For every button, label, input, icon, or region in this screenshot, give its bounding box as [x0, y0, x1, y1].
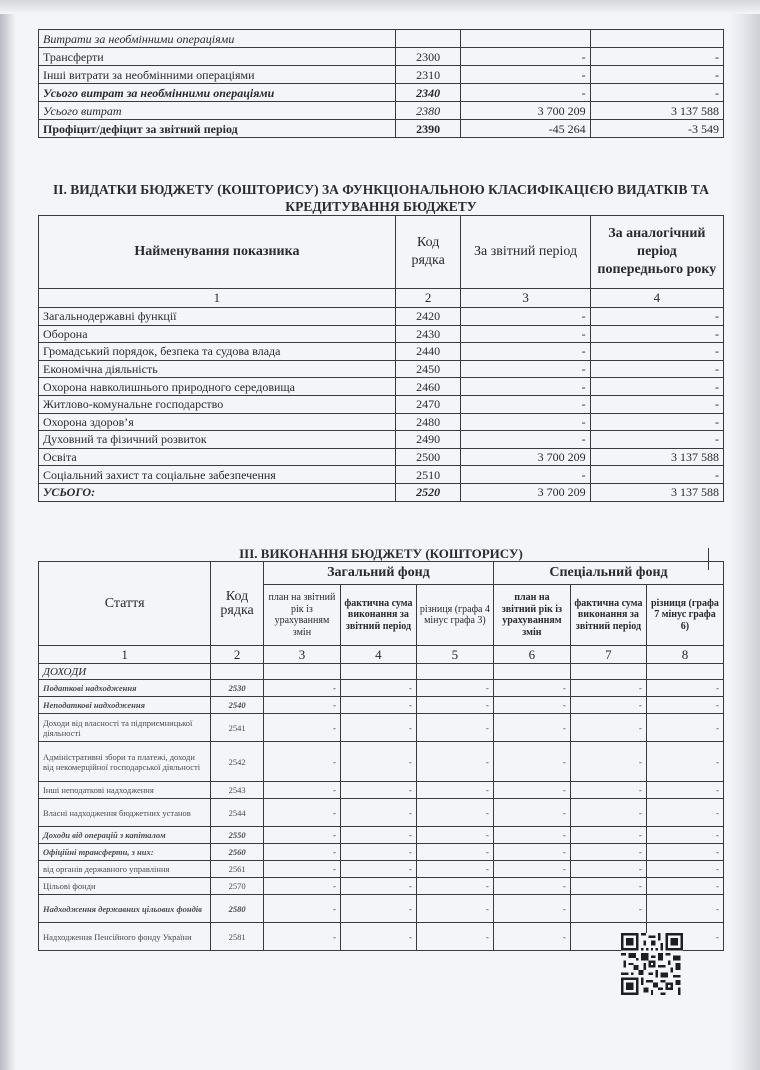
row-value: -	[340, 782, 416, 799]
row-name: Податкові надходження	[39, 680, 211, 697]
row-name: від органів державного управління	[39, 861, 211, 878]
row-name: Економічна діяльність	[39, 360, 396, 378]
scan-edge-top	[0, 0, 760, 14]
table-row	[39, 431, 724, 449]
row-code: 2500	[395, 448, 461, 466]
row-code: 2560	[211, 844, 264, 861]
row-name: Неподаткові надходження	[39, 697, 211, 714]
row-value: -	[646, 697, 723, 714]
row-current: -	[461, 325, 590, 343]
row-value: -	[340, 878, 416, 895]
table-row	[39, 66, 724, 84]
row-value: -	[646, 895, 723, 923]
row-code: 2430	[395, 325, 461, 343]
row-name: Загальнодержавні функції	[39, 308, 396, 326]
row-value: -	[416, 844, 493, 861]
row-value: -	[416, 895, 493, 923]
row-value: -	[646, 799, 723, 827]
row-value: -	[416, 680, 493, 697]
row-value: -	[340, 844, 416, 861]
row-value: -	[493, 697, 570, 714]
row-value: -	[493, 827, 570, 844]
row-value: -	[646, 742, 723, 782]
row-value: -	[646, 827, 723, 844]
table-row	[39, 84, 724, 102]
index-cell: 7	[570, 646, 646, 664]
row-name: Трансферти	[39, 48, 396, 66]
section-label: ДОХОДИ	[39, 664, 211, 680]
row-value: -	[646, 923, 723, 951]
row-previous: 3 137 588	[590, 448, 723, 466]
row-code: 2300	[395, 48, 461, 66]
index-cell: 2	[211, 646, 264, 664]
table-row	[39, 325, 724, 343]
row-name: Адміністративні збори та платежі, доходи від некомерційної господарської діяльності	[39, 742, 211, 782]
row-previous: -	[590, 308, 723, 326]
row-value: -	[340, 923, 416, 951]
row-previous: -	[590, 378, 723, 396]
index-cell: 4	[590, 289, 723, 308]
row-code: 2550	[211, 827, 264, 844]
table-row	[39, 697, 724, 714]
row-name: Житлово-комунальне господарство	[39, 395, 396, 413]
row-code: 2542	[211, 742, 264, 782]
row-code: 2510	[395, 466, 461, 484]
total-row	[39, 483, 724, 501]
row-code: 2470	[395, 395, 461, 413]
row-value: -	[493, 844, 570, 861]
section2-title-line1: ІІ. ВИДАТКИ БЮДЖЕТУ (КОШТОРИСУ) ЗА ФУНКЦІОНАЛЬНОЮ КЛАСИФІКАЦІЄЮ ВИДАТКІВ ТА	[52, 182, 709, 197]
row-value: -	[493, 923, 570, 951]
row-code: 2540	[211, 697, 264, 714]
row-value: -	[570, 844, 646, 861]
row-previous: -	[590, 431, 723, 449]
table-row	[39, 30, 724, 48]
row-value: -	[416, 799, 493, 827]
section3-title: ІІІ. ВИКОНАННЯ БЮДЖЕТУ (КОШТОРИСУ)	[239, 546, 523, 561]
scan-edge-right	[730, 0, 760, 1070]
row-value: -	[570, 861, 646, 878]
section2-title-line2: КРЕДИТУВАННЯ БЮДЖЕТУ	[285, 199, 477, 214]
section2-title	[38, 181, 724, 215]
row-value: -	[416, 742, 493, 782]
row-value: -	[570, 827, 646, 844]
row-value: -	[340, 680, 416, 697]
row-current: -	[461, 360, 590, 378]
row-previous: -	[590, 66, 723, 84]
index-cell: 3	[263, 646, 340, 664]
row-name: Інші неподаткові надходження	[39, 782, 211, 799]
row-value: -	[340, 714, 416, 742]
row-name: Духовний та фізичний розвиток	[39, 431, 396, 449]
header-previous: За аналогічний період попереднього року	[590, 216, 723, 289]
table-row	[39, 782, 724, 799]
row-value: -	[570, 697, 646, 714]
row-code: 2541	[211, 714, 264, 742]
row-code: 2561	[211, 861, 264, 878]
table-row	[39, 466, 724, 484]
row-current: 3 700 209	[461, 448, 590, 466]
table-row	[39, 742, 724, 782]
row-current: -	[461, 431, 590, 449]
row-name: Соціальний захист та соціальне забезпечення	[39, 466, 396, 484]
row-value: -	[646, 844, 723, 861]
row-previous: -3 549	[590, 120, 723, 138]
table-row	[39, 799, 724, 827]
row-value: -	[646, 878, 723, 895]
row-code: 2340	[395, 84, 461, 102]
row-value: -	[416, 923, 493, 951]
table-row	[39, 360, 724, 378]
section-label-row	[39, 664, 724, 680]
header-diff-special: різниця (графа 7 мінус графа 6)	[646, 585, 723, 646]
row-name: Усього витрат за необмінними операціями	[39, 84, 396, 102]
section2-table	[38, 215, 724, 502]
row-value: -	[263, 844, 340, 861]
row-value: -	[340, 827, 416, 844]
row-value: -	[493, 680, 570, 697]
row-previous: -	[590, 466, 723, 484]
row-value: -	[570, 714, 646, 742]
row-name: Усього витрат	[39, 102, 396, 120]
row-name: Оборона	[39, 325, 396, 343]
row-value: -	[263, 742, 340, 782]
table-row	[39, 102, 724, 120]
row-code: 2530	[211, 680, 264, 697]
row-name: Освіта	[39, 448, 396, 466]
row-value: -	[416, 878, 493, 895]
row-code: 2580	[211, 895, 264, 923]
row-code: 2450	[395, 360, 461, 378]
row-value: -	[416, 782, 493, 799]
row-value: -	[493, 742, 570, 782]
row-value: -	[340, 799, 416, 827]
row-value: -	[646, 861, 723, 878]
row-code: 2440	[395, 343, 461, 361]
row-value: -	[570, 878, 646, 895]
header-name: Найменування показника	[39, 216, 396, 289]
row-name: Охорона здоров’я	[39, 413, 396, 431]
row-code: 2420	[395, 308, 461, 326]
table-row	[39, 878, 724, 895]
row-code: 2460	[395, 378, 461, 396]
row-value: -	[570, 799, 646, 827]
row-name: Офіційні трансферти, з них:	[39, 844, 211, 861]
row-code: 2543	[211, 782, 264, 799]
row-value: -	[493, 895, 570, 923]
row-previous: -	[590, 84, 723, 102]
row-value: -	[570, 680, 646, 697]
table-row	[39, 448, 724, 466]
row-value: -	[493, 782, 570, 799]
row-value: -	[263, 878, 340, 895]
row-previous: -	[590, 48, 723, 66]
row-code	[395, 30, 461, 48]
table-row	[39, 48, 724, 66]
row-name: Надходження Пенсійного фонду України	[39, 923, 211, 951]
row-value: -	[493, 878, 570, 895]
table-row	[39, 378, 724, 396]
row-code: 2480	[395, 413, 461, 431]
row-previous	[590, 30, 723, 48]
header-actual-special: фактична сума виконання за звітний період	[570, 585, 646, 646]
row-value: -	[493, 714, 570, 742]
row-previous: -	[590, 325, 723, 343]
index-cell: 6	[493, 646, 570, 664]
row-value: -	[493, 861, 570, 878]
row-value: -	[570, 742, 646, 782]
row-current: 3 700 209	[461, 102, 590, 120]
row-value: -	[416, 861, 493, 878]
table-row	[39, 120, 724, 138]
row-value: -	[263, 782, 340, 799]
section3-table	[38, 561, 724, 951]
header-plan-special: план на звітний рік із урахуванням змін	[493, 585, 570, 646]
row-name: Доходи від власності та підприємницької діяльності	[39, 714, 211, 742]
row-name: Інші витрати за необмінними операціями	[39, 66, 396, 84]
table-row	[39, 680, 724, 697]
total-code: 2520	[395, 483, 461, 501]
header-code: Код рядка	[395, 216, 461, 289]
row-value: -	[263, 923, 340, 951]
index-cell: 4	[340, 646, 416, 664]
table-row	[39, 844, 724, 861]
row-value: -	[263, 799, 340, 827]
row-value: -	[263, 680, 340, 697]
row-previous: 3 137 588	[590, 102, 723, 120]
index-row	[39, 646, 724, 664]
row-value: -	[416, 827, 493, 844]
row-name: Профіцит/дефіцит за звітний період	[39, 120, 396, 138]
row-value: -	[263, 827, 340, 844]
row-value: -	[340, 895, 416, 923]
header-general-fund: Загальний фонд	[263, 562, 493, 585]
header-current: За звітний період	[461, 216, 590, 289]
row-current: -	[461, 395, 590, 413]
header-actual-general: фактична сума виконання за звітний період	[340, 585, 416, 646]
row-name: Доходи від операцій з капіталом	[39, 827, 211, 844]
table-row	[39, 343, 724, 361]
table-row	[39, 861, 724, 878]
row-name: Охорона навколишнього природного середовища	[39, 378, 396, 396]
row-current: -	[461, 343, 590, 361]
table-row	[39, 308, 724, 326]
qr-code-icon	[621, 933, 683, 995]
row-code: 2310	[395, 66, 461, 84]
row-value: -	[570, 782, 646, 799]
row-name: Цільові фонди	[39, 878, 211, 895]
table-row	[39, 895, 724, 923]
index-cell: 8	[646, 646, 723, 664]
row-value: -	[263, 714, 340, 742]
row-value: -	[263, 895, 340, 923]
row-code: 2544	[211, 799, 264, 827]
row-value: -	[416, 714, 493, 742]
row-current: -	[461, 66, 590, 84]
row-value: -	[646, 680, 723, 697]
table-row	[39, 827, 724, 844]
total-current: 3 700 209	[461, 483, 590, 501]
row-code: 2570	[211, 878, 264, 895]
row-current: -45 264	[461, 120, 590, 138]
row-value: -	[263, 697, 340, 714]
row-current: -	[461, 84, 590, 102]
header-diff-general: різниця (графа 4 мінус графа 3)	[416, 585, 493, 646]
index-cell: 2	[395, 289, 461, 308]
section1-tail-table	[38, 29, 724, 138]
row-value: -	[646, 714, 723, 742]
row-current: -	[461, 413, 590, 431]
row-value: -	[340, 742, 416, 782]
row-value: -	[570, 895, 646, 923]
table-row	[39, 395, 724, 413]
index-cell: 3	[461, 289, 590, 308]
row-value: -	[416, 697, 493, 714]
row-code: 2390	[395, 120, 461, 138]
row-value: -	[340, 697, 416, 714]
row-previous: -	[590, 395, 723, 413]
row-current	[461, 30, 590, 48]
row-value: -	[340, 861, 416, 878]
table-row	[39, 714, 724, 742]
total-previous: 3 137 588	[590, 483, 723, 501]
header-special-fund: Спеціальний фонд	[493, 562, 723, 585]
row-name: Громадський порядок, безпека та судова влада	[39, 343, 396, 361]
row-previous: -	[590, 413, 723, 431]
index-cell: 1	[39, 289, 396, 308]
header-plan-general: план на звітний рік із урахуванням змін	[263, 585, 340, 646]
row-value: -	[263, 861, 340, 878]
row-previous: -	[590, 360, 723, 378]
total-name: УСЬОГО:	[39, 483, 396, 501]
row-code: 2490	[395, 431, 461, 449]
header-code: Код рядка	[211, 562, 264, 646]
row-name: Надходження державних цільових фондів	[39, 895, 211, 923]
index-cell: 1	[39, 646, 211, 664]
row-previous: -	[590, 343, 723, 361]
row-name: Витрати за необмінними операціями	[39, 30, 396, 48]
index-row	[39, 289, 724, 308]
table-row	[39, 413, 724, 431]
row-current: -	[461, 48, 590, 66]
row-current: -	[461, 308, 590, 326]
row-code: 2581	[211, 923, 264, 951]
index-cell: 5	[416, 646, 493, 664]
scan-edge-left	[0, 0, 16, 1070]
row-value: -	[646, 782, 723, 799]
row-current: -	[461, 466, 590, 484]
row-name: Власні надходження бюджетних установ	[39, 799, 211, 827]
row-code: 2380	[395, 102, 461, 120]
header-article: Стаття	[39, 562, 211, 646]
row-value: -	[493, 799, 570, 827]
row-current: -	[461, 378, 590, 396]
